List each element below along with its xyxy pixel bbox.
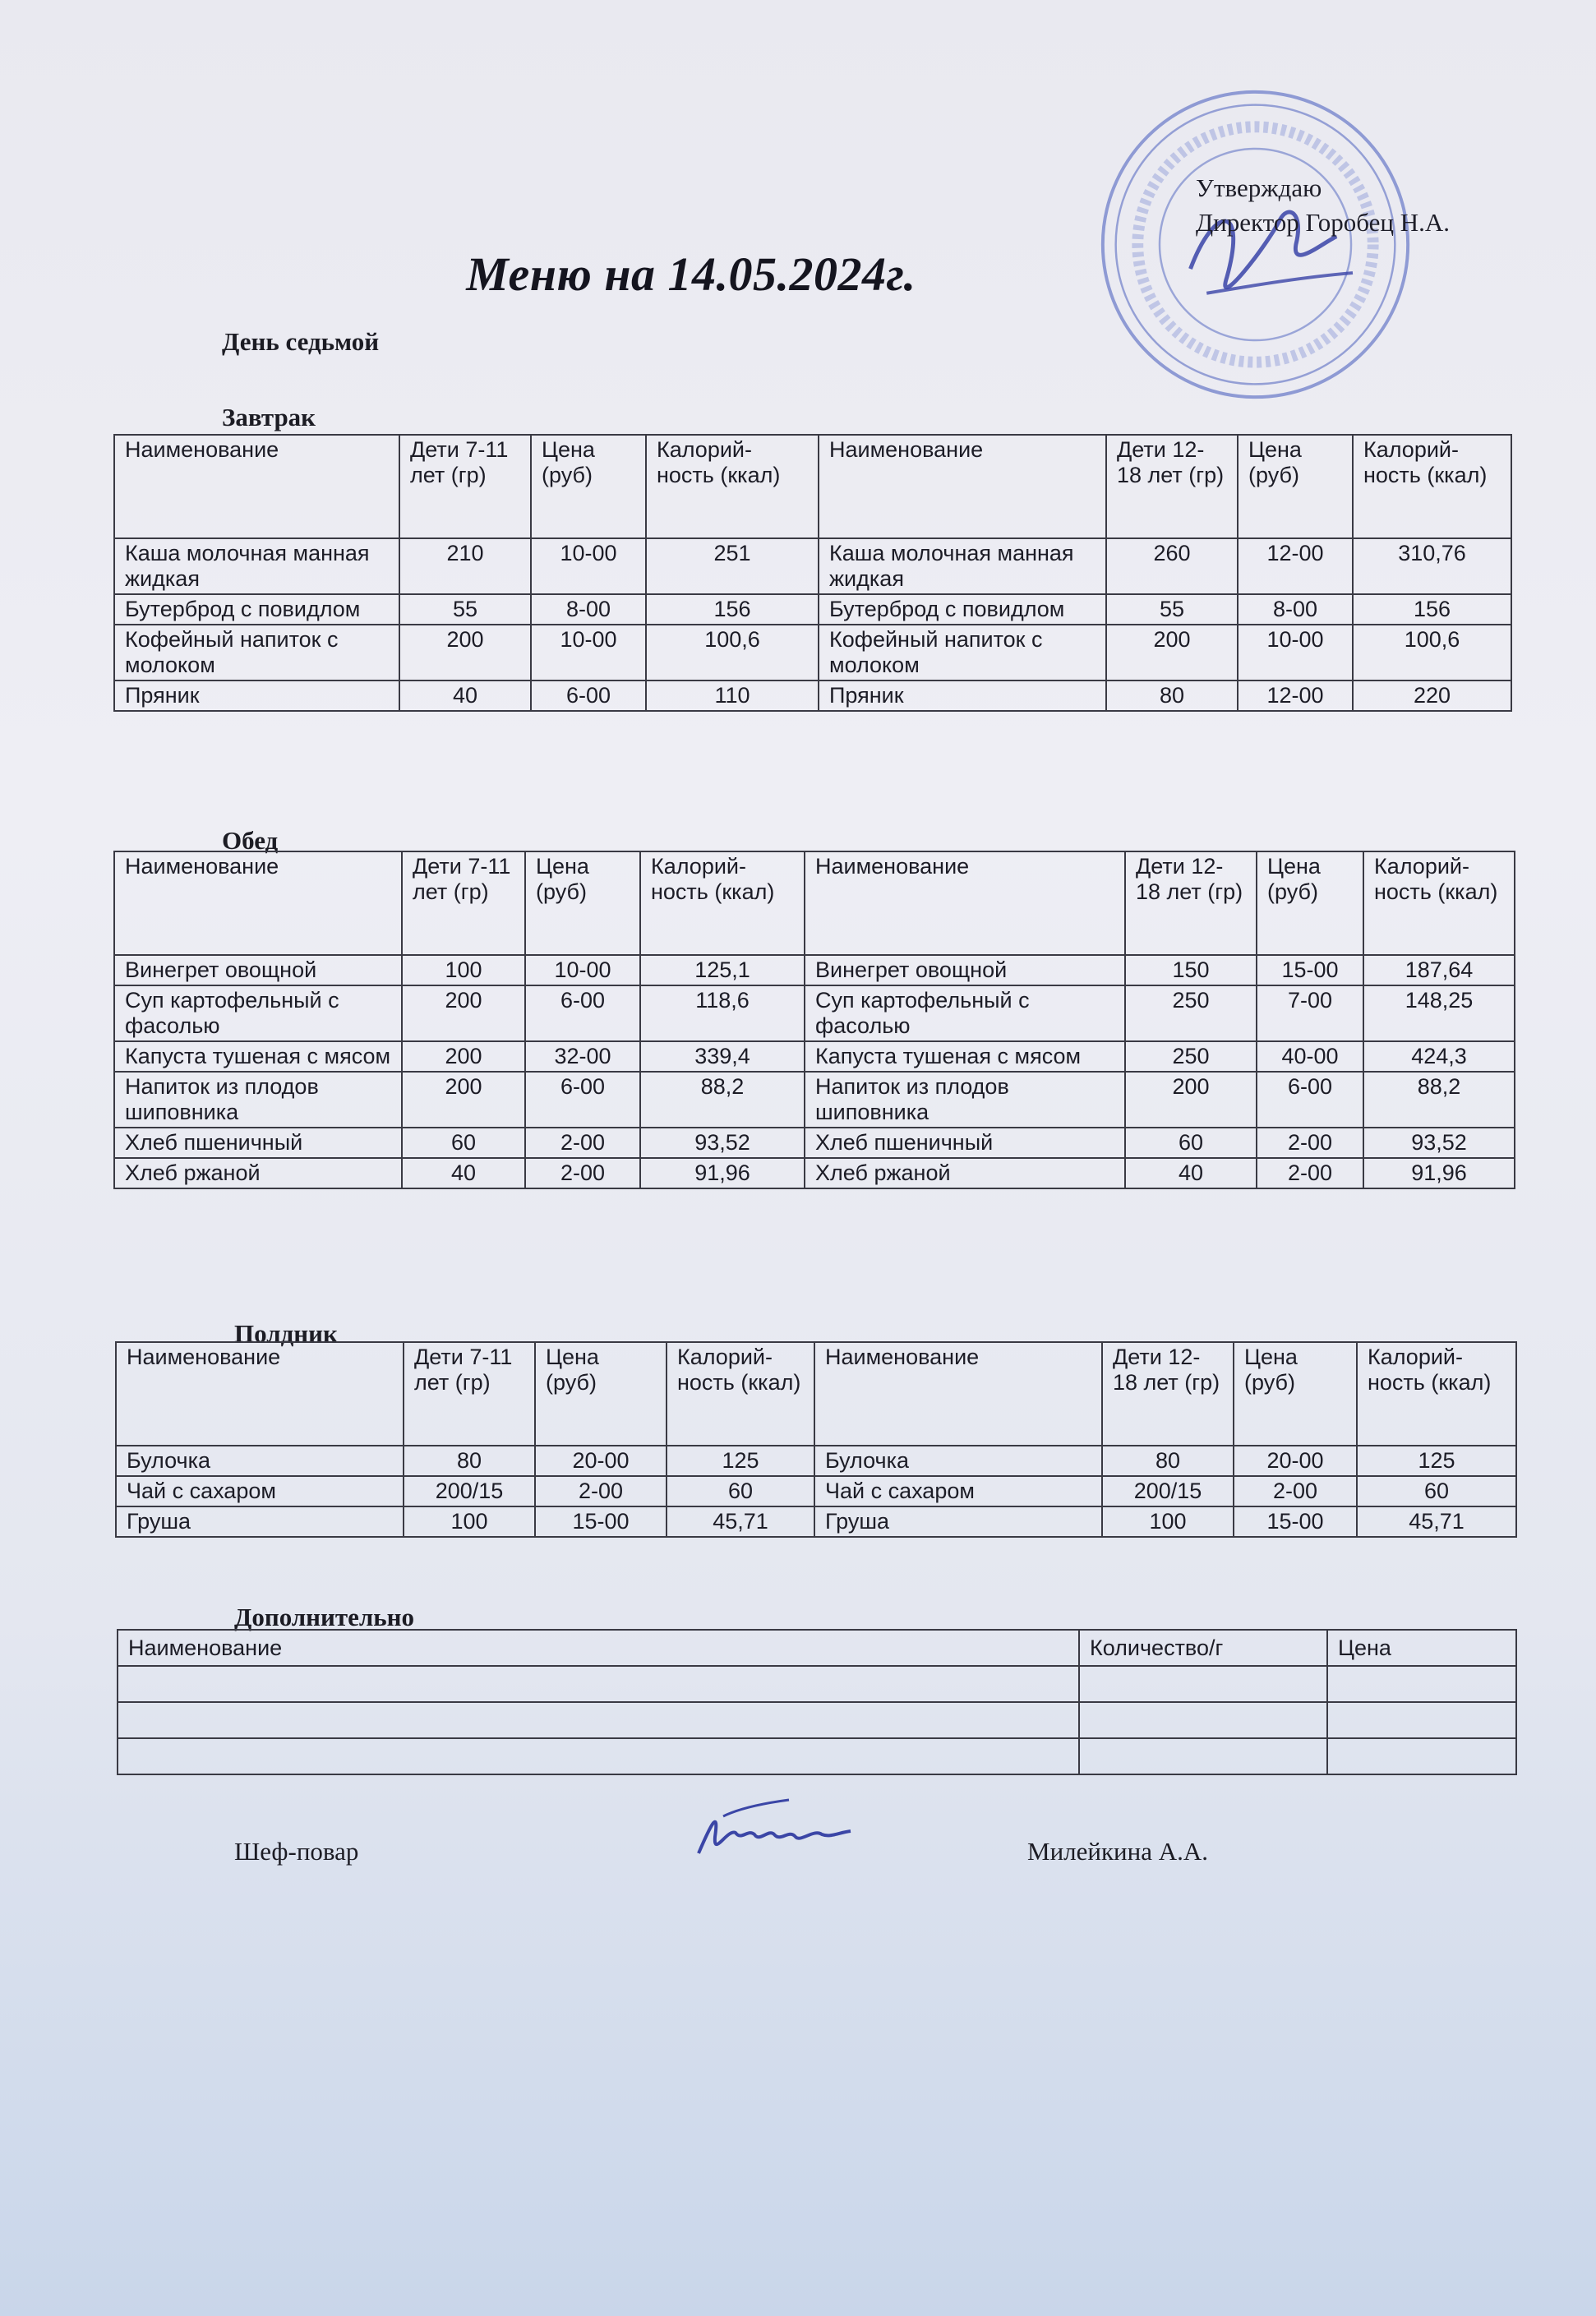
header-name: Наименование — [116, 1342, 404, 1446]
header-kids-7-11: Дети 7-11 лет (гр) — [402, 851, 525, 955]
value-cell: 91,96 — [1363, 1158, 1515, 1188]
header-calories: Калорий-ность (ккал) — [640, 851, 805, 955]
value-cell: 12-00 — [1238, 538, 1353, 594]
value-cell: 10-00 — [525, 955, 640, 985]
value-cell: 2-00 — [535, 1476, 667, 1506]
table-row — [114, 1128, 1515, 1158]
value-cell: 2-00 — [1234, 1476, 1357, 1506]
dish-name-cell: Бутерброд с повидлом — [819, 594, 1106, 625]
extra-empty-row — [118, 1738, 1516, 1774]
page-title-text: Меню на 14.05.2024г. — [466, 247, 916, 301]
dish-name-cell: Груша — [116, 1506, 404, 1537]
chef-label: Шеф-повар — [234, 1837, 359, 1866]
table-row — [114, 1072, 1515, 1128]
value-cell: 10-00 — [1238, 625, 1353, 680]
header-price: Цена (руб) — [535, 1342, 667, 1446]
value-cell: 15-00 — [1234, 1506, 1357, 1537]
value-cell: 15-00 — [1257, 955, 1363, 985]
value-cell: 100 — [1102, 1506, 1234, 1537]
extra-header-price: Цена — [1327, 1630, 1516, 1666]
header-name: Наименование — [814, 1342, 1102, 1446]
value-cell: 45,71 — [667, 1506, 814, 1537]
approval-line-2: Директор Горобец Н.А. — [1196, 208, 1450, 237]
dish-name-cell: Чай с сахаром — [814, 1476, 1102, 1506]
extra-empty-cell — [118, 1738, 1079, 1774]
header-kids-12-18: Дети 12-18 лет (гр) — [1102, 1342, 1234, 1446]
value-cell: 220 — [1353, 680, 1511, 711]
dish-name-cell: Суп картофельный с фасолью — [114, 985, 402, 1041]
value-cell: 150 — [1125, 955, 1257, 985]
dish-name-cell: Груша — [814, 1506, 1102, 1537]
value-cell: 156 — [646, 594, 819, 625]
value-cell: 60 — [1357, 1476, 1516, 1506]
value-cell: 100,6 — [1353, 625, 1511, 680]
day-label: День седьмой — [222, 327, 380, 356]
value-cell: 250 — [1125, 985, 1257, 1041]
approval-block — [1196, 171, 1450, 240]
value-cell: 80 — [404, 1446, 535, 1476]
value-cell: 60 — [1125, 1128, 1257, 1158]
chef-signature — [690, 1792, 855, 1866]
table-row — [114, 625, 1511, 680]
value-cell: 20-00 — [535, 1446, 667, 1476]
dish-name-cell: Булочка — [116, 1446, 404, 1476]
extra-empty-row — [118, 1666, 1516, 1702]
snack-table — [115, 1341, 1517, 1538]
dish-name-cell: Капуста тушеная с мясом — [805, 1041, 1125, 1072]
value-cell: 88,2 — [640, 1072, 805, 1128]
dish-name-cell: Пряник — [114, 680, 399, 711]
value-cell: 40 — [1125, 1158, 1257, 1188]
header-price: Цена (руб) — [531, 435, 646, 538]
value-cell: 6-00 — [531, 680, 646, 711]
value-cell: 260 — [1106, 538, 1238, 594]
dish-name-cell: Булочка — [814, 1446, 1102, 1476]
value-cell: 15-00 — [535, 1506, 667, 1537]
extra-header-qty: Количество/г — [1079, 1630, 1327, 1666]
dish-name-cell: Бутерброд с повидлом — [114, 594, 399, 625]
value-cell: 20-00 — [1234, 1446, 1357, 1476]
extra-empty-cell — [118, 1702, 1079, 1738]
extra-empty-cell — [1327, 1702, 1516, 1738]
value-cell: 200 — [399, 625, 531, 680]
dish-name-cell: Пряник — [819, 680, 1106, 711]
table-row — [114, 1041, 1515, 1072]
snack-heading: Полдник — [234, 1319, 338, 1348]
value-cell: 251 — [646, 538, 819, 594]
value-cell: 125 — [1357, 1446, 1516, 1476]
value-cell: 125 — [667, 1446, 814, 1476]
table-row — [114, 594, 1511, 625]
breakfast-heading: Завтрак — [222, 403, 316, 431]
value-cell: 12-00 — [1238, 680, 1353, 711]
extra-empty-cell — [1079, 1702, 1327, 1738]
value-cell: 200 — [1106, 625, 1238, 680]
dish-name-cell: Напиток из плодов шиповника — [114, 1072, 402, 1128]
value-cell: 6-00 — [525, 1072, 640, 1128]
table-row — [116, 1476, 1516, 1506]
value-cell: 80 — [1102, 1446, 1234, 1476]
page-title — [0, 247, 1596, 302]
dish-name-cell: Хлеб пшеничный — [805, 1128, 1125, 1158]
value-cell: 60 — [667, 1476, 814, 1506]
header-name: Наименование — [819, 435, 1106, 538]
dish-name-cell: Хлеб ржаной — [805, 1158, 1125, 1188]
value-cell: 45,71 — [1357, 1506, 1516, 1537]
extra-empty-row — [118, 1702, 1516, 1738]
dish-name-cell: Каша молочная манная жидкая — [819, 538, 1106, 594]
lunch-table — [113, 851, 1515, 1189]
dish-name-cell: Винегрет овощной — [114, 955, 402, 985]
header-name: Наименование — [114, 851, 402, 955]
value-cell: 200 — [402, 1072, 525, 1128]
table-row — [114, 538, 1511, 594]
header-calories: Калорий-ность (ккал) — [1353, 435, 1511, 538]
value-cell: 100,6 — [646, 625, 819, 680]
extra-heading: Дополнительно — [234, 1603, 415, 1631]
extra-empty-cell — [1079, 1738, 1327, 1774]
header-calories: Калорий-ность (ккал) — [667, 1342, 814, 1446]
breakfast-header-row — [114, 435, 1511, 538]
value-cell: 40-00 — [1257, 1041, 1363, 1072]
value-cell: 100 — [404, 1506, 535, 1537]
dish-name-cell: Хлеб пшеничный — [114, 1128, 402, 1158]
extra-empty-cell — [1327, 1666, 1516, 1702]
extra-table — [117, 1629, 1517, 1775]
value-cell: 200 — [402, 1041, 525, 1072]
extra-empty-cell — [1327, 1738, 1516, 1774]
value-cell: 148,25 — [1363, 985, 1515, 1041]
value-cell: 200/15 — [1102, 1476, 1234, 1506]
header-price: Цена (руб) — [525, 851, 640, 955]
value-cell: 40 — [402, 1158, 525, 1188]
value-cell: 55 — [1106, 594, 1238, 625]
value-cell: 10-00 — [531, 625, 646, 680]
dish-name-cell: Напиток из плодов шиповника — [805, 1072, 1125, 1128]
value-cell: 80 — [1106, 680, 1238, 711]
dish-name-cell: Винегрет овощной — [805, 955, 1125, 985]
value-cell: 310,76 — [1353, 538, 1511, 594]
value-cell: 200/15 — [404, 1476, 535, 1506]
table-row — [116, 1446, 1516, 1476]
lunch-header-row — [114, 851, 1515, 955]
value-cell: 2-00 — [1257, 1158, 1363, 1188]
snack-header-row — [116, 1342, 1516, 1446]
table-row — [114, 955, 1515, 985]
header-name: Наименование — [114, 435, 399, 538]
round-stamp-seal — [1093, 82, 1418, 407]
header-kids-7-11: Дети 7-11 лет (гр) — [399, 435, 531, 538]
value-cell: 339,4 — [640, 1041, 805, 1072]
value-cell: 424,3 — [1363, 1041, 1515, 1072]
lunch-heading: Обед — [222, 826, 279, 855]
extra-empty-cell — [1079, 1666, 1327, 1702]
value-cell: 118,6 — [640, 985, 805, 1041]
value-cell: 200 — [402, 985, 525, 1041]
dish-name-cell: Хлеб ржаной — [114, 1158, 402, 1188]
value-cell: 55 — [399, 594, 531, 625]
value-cell: 93,52 — [1363, 1128, 1515, 1158]
header-price: Цена (руб) — [1238, 435, 1353, 538]
value-cell: 100 — [402, 955, 525, 985]
value-cell: 210 — [399, 538, 531, 594]
value-cell: 32-00 — [525, 1041, 640, 1072]
header-kids-12-18: Дети 12-18 лет (гр) — [1106, 435, 1238, 538]
extra-empty-cell — [118, 1666, 1079, 1702]
dish-name-cell: Кофейный напиток с молоком — [819, 625, 1106, 680]
value-cell: 110 — [646, 680, 819, 711]
value-cell: 187,64 — [1363, 955, 1515, 985]
value-cell: 93,52 — [640, 1128, 805, 1158]
value-cell: 2-00 — [525, 1158, 640, 1188]
header-price: Цена (руб) — [1257, 851, 1363, 955]
header-calories: Калорий-ность (ккал) — [646, 435, 819, 538]
dish-name-cell: Капуста тушеная с мясом — [114, 1041, 402, 1072]
table-row — [116, 1506, 1516, 1537]
value-cell: 2-00 — [525, 1128, 640, 1158]
dish-name-cell: Каша молочная манная жидкая — [114, 538, 399, 594]
value-cell: 2-00 — [1257, 1128, 1363, 1158]
header-price: Цена (руб) — [1234, 1342, 1357, 1446]
value-cell: 60 — [402, 1128, 525, 1158]
header-kids-12-18: Дети 12-18 лет (гр) — [1125, 851, 1257, 955]
header-calories: Калорий-ность (ккал) — [1363, 851, 1515, 955]
value-cell: 125,1 — [640, 955, 805, 985]
approval-line-1: Утверждаю — [1196, 173, 1322, 202]
value-cell: 250 — [1125, 1041, 1257, 1072]
value-cell: 6-00 — [1257, 1072, 1363, 1128]
value-cell: 88,2 — [1363, 1072, 1515, 1128]
header-name: Наименование — [805, 851, 1125, 955]
value-cell: 7-00 — [1257, 985, 1363, 1041]
value-cell: 8-00 — [1238, 594, 1353, 625]
table-row — [114, 1158, 1515, 1188]
extra-header-name: Наименование — [118, 1630, 1079, 1666]
dish-name-cell: Кофейный напиток с молоком — [114, 625, 399, 680]
table-row — [114, 680, 1511, 711]
header-calories: Калорий-ность (ккал) — [1357, 1342, 1516, 1446]
breakfast-table — [113, 434, 1512, 712]
value-cell: 6-00 — [525, 985, 640, 1041]
chef-name: Милейкина А.А. — [1027, 1837, 1208, 1866]
value-cell: 40 — [399, 680, 531, 711]
extra-header-row — [118, 1630, 1516, 1666]
value-cell: 156 — [1353, 594, 1511, 625]
value-cell: 10-00 — [531, 538, 646, 594]
value-cell: 91,96 — [640, 1158, 805, 1188]
dish-name-cell: Суп картофельный с фасолью — [805, 985, 1125, 1041]
header-kids-7-11: Дети 7-11 лет (гр) — [404, 1342, 535, 1446]
dish-name-cell: Чай с сахаром — [116, 1476, 404, 1506]
value-cell: 8-00 — [531, 594, 646, 625]
value-cell: 200 — [1125, 1072, 1257, 1128]
table-row — [114, 985, 1515, 1041]
